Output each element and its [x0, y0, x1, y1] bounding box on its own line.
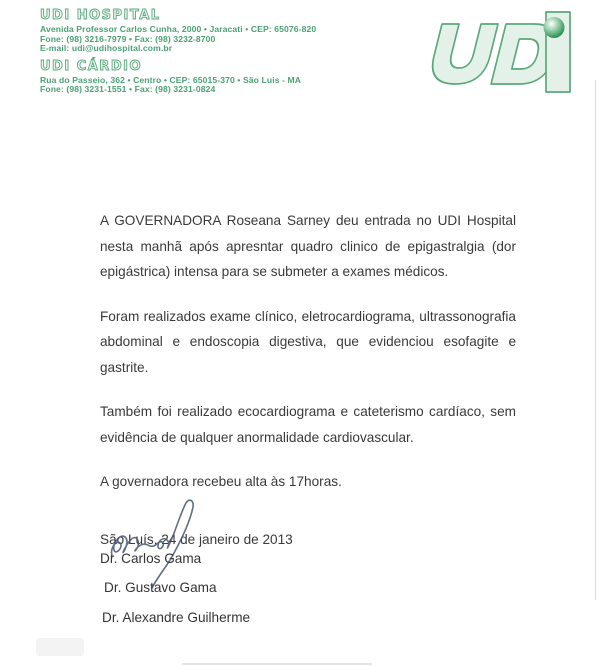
- signatory-name: Dr. Gustavo Gama: [104, 580, 217, 595]
- scan-line-artifact: [182, 663, 372, 665]
- letter-paragraph-3: Também foi realizado ecocardiograma e cateterismo cardíaco, sem evidência de qualquer anormalidade cardiovascular.: [100, 404, 516, 445]
- logo-ball-icon: [544, 17, 565, 38]
- cardio-phone: Fone: (98) 3231-1551 • Fax: (98) 3231-0824: [40, 84, 216, 95]
- letter-body: [100, 208, 516, 547]
- cardio-address: Rua do Passeio, 362 • Centro • CEP: 65015-370 • São Luis - MA: [40, 74, 302, 85]
- hospital-phone: Fone: (98) 3216-7979 • Fax: (98) 3232-8700: [40, 33, 216, 44]
- letter-paragraph-2: Foram realizados exame clínico, eletrocardiograma, ultrassonografia abdominal e endoscopia digestiva, que evidenciou esofagite e gastrite.: [100, 308, 516, 375]
- letter-date: São Luís, 24 de janeiro de 2013: [100, 531, 293, 547]
- cardio-name: UDI CÁRDIO: [40, 58, 143, 74]
- signatory-name: Dr. Alexandre Guilherme: [102, 610, 251, 625]
- letterhead-contact-block: [40, 8, 400, 95]
- udi-logo-graphic: [424, 10, 576, 98]
- udi-logo: [424, 10, 576, 98]
- letter-paragraph-4: A governadora recebeu alta às 17horas.: [100, 474, 342, 489]
- scan-edge-artifact: [595, 80, 596, 600]
- logo-letter-u: [427, 24, 498, 84]
- signatory-name: Dr. Carlos Gama: [100, 551, 202, 566]
- hospital-name: UDI HOSPITAL: [40, 8, 161, 23]
- signatory-list: [100, 551, 400, 626]
- letter-paragraph-1: A GOVERNADORA Roseana Sarney deu entrada no UDI Hospital nesta manhã após apresntar quadro clinico de epigastralgia (dor epigástrica) intensa para se submeter a exames médicos.: [100, 213, 516, 279]
- hospital-email: E-mail: udi@udihospital.com.br: [40, 43, 173, 54]
- scan-smudge-artifact: [36, 638, 84, 656]
- hospital-address: Avenida Professor Carlos Cunha, 2000 • Jaracati • CEP: 65076-820: [40, 24, 317, 34]
